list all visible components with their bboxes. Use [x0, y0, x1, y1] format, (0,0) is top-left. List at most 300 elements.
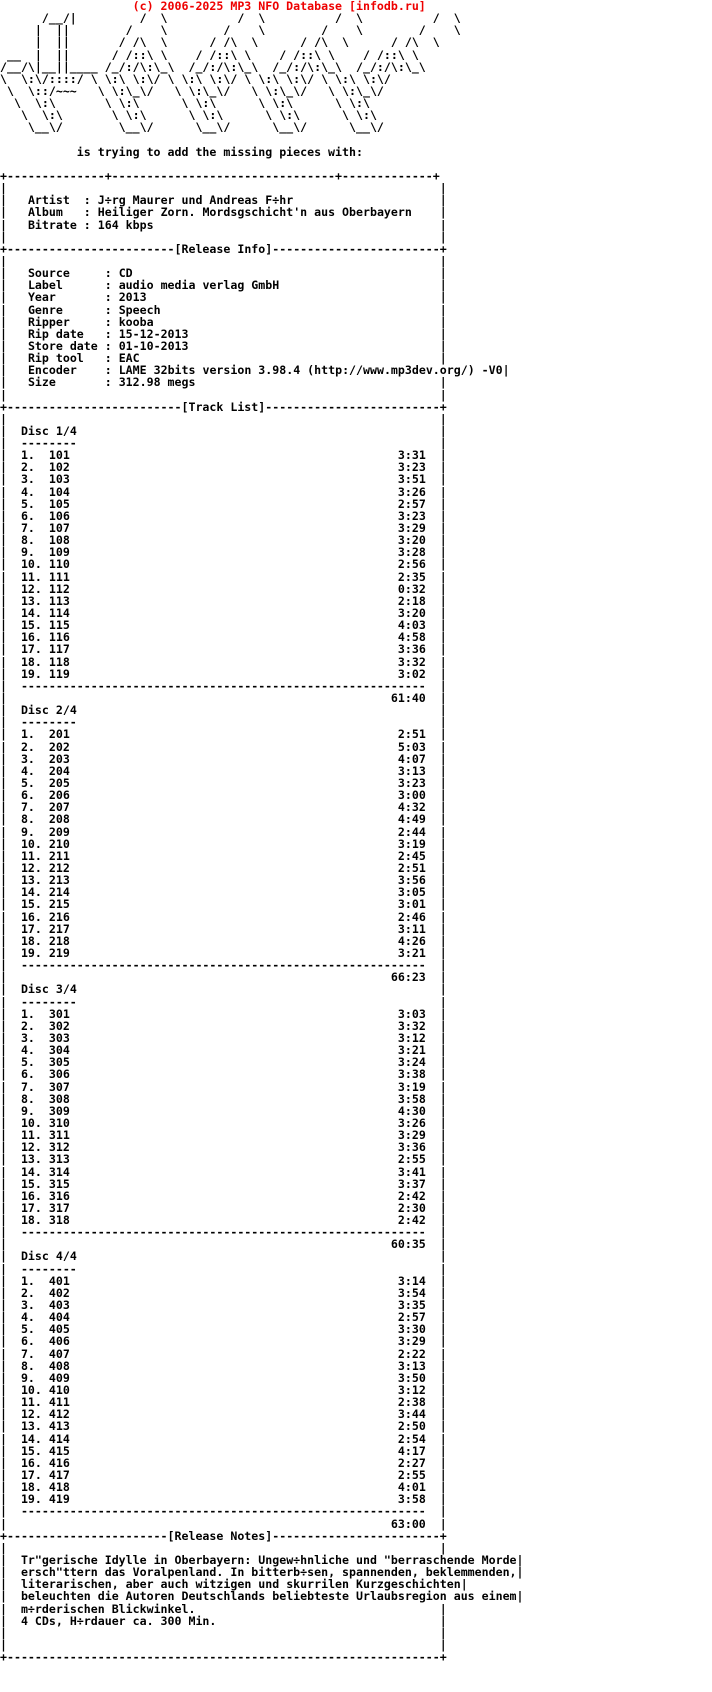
track-time: 2:51 — [397, 860, 426, 875]
track-row: | 15. 115 4:03 | — [0, 618, 447, 633]
track-title: 201 — [48, 727, 70, 742]
track-row: | 1. 101 3:31 | — [0, 448, 447, 463]
header-row: | Artist : J÷rg Maurer und Andreas F÷hr | — [0, 193, 447, 208]
track-row: | 5. 405 3:30 | — [0, 1322, 447, 1337]
track-title: 215 — [48, 897, 70, 912]
release-notes-text: m÷rderischen Blickwinkel. — [20, 1601, 196, 1616]
track-time: 3:28 — [397, 545, 426, 560]
track-number: 3. — [20, 472, 35, 487]
track-title: 411 — [48, 1395, 70, 1410]
track-time: 3:32 — [397, 1018, 426, 1033]
tagline-line — [0, 146, 712, 158]
track-row: | 13. 113 2:18 | — [0, 593, 447, 608]
track-time: 2:55 — [397, 1152, 426, 1167]
track-number: 18. — [20, 654, 42, 669]
track-time: 3:12 — [397, 1030, 426, 1045]
track-row: | 17. 417 2:55 | — [0, 1468, 447, 1483]
track-title: 202 — [48, 739, 70, 754]
track-number: 7. — [20, 1346, 35, 1361]
track-time: 2:51 — [397, 727, 426, 742]
logo-art-text: \ \:\/::::/ \ \:\ \:\/ \ \:\ \:\/ \ \:\ \:\/ \ \:\ \:\/ — [0, 71, 391, 86]
logo-art-row — [0, 121, 712, 133]
track-row: | 18. 418 4:01 | — [0, 1480, 447, 1495]
track-title: 414 — [48, 1431, 70, 1446]
track-time: 3:00 — [397, 788, 426, 803]
track-number: 11. — [20, 569, 42, 584]
logo-art-text: /__/| / \ / \ / \ / \ — [0, 11, 461, 26]
track-time: 2:55 — [397, 1468, 426, 1483]
track-row: | 17. 317 2:30 | — [0, 1200, 447, 1215]
track-title: 207 — [48, 800, 70, 815]
track-row: | 16. 316 2:42 | — [0, 1188, 447, 1203]
disc-title-underline: | -------- | — [0, 994, 447, 1009]
box-border: +--------------+--------------------------------+-------------+ — [0, 168, 440, 183]
track-row: | 6. 206 3:00 | — [0, 788, 447, 803]
track-title: 107 — [48, 521, 70, 536]
track-row: | 14. 414 2:54 | — [0, 1431, 447, 1446]
track-number: 16. — [20, 1455, 42, 1470]
track-title: 113 — [48, 593, 70, 608]
track-title: 218 — [48, 933, 70, 948]
track-number: 11. — [20, 848, 42, 863]
disc-title-row: | Disc 1/4 | — [0, 423, 447, 438]
release-info-row: | Rip tool : EAC | — [0, 351, 447, 366]
track-time: 2:18 — [397, 593, 426, 608]
track-time: 3:51 — [397, 472, 426, 487]
track-number: 16. — [20, 630, 42, 645]
release-info-row: | Label : audio media verlag GmbH | — [0, 278, 447, 293]
track-title: 108 — [48, 533, 70, 548]
track-time: 2:50 — [397, 1419, 426, 1434]
track-row: | 12. 412 3:44 | — [0, 1407, 447, 1422]
track-time: 2:27 — [397, 1455, 426, 1470]
box-border: +--------------------------------------------------------------+ — [0, 1650, 447, 1665]
logo-art-text: __ | || / /::\ \ / /::\ \ / /::\ \ / /::\ \ — [0, 47, 419, 62]
track-row: | 15. 415 4:17 | — [0, 1443, 447, 1458]
track-number: 3. — [20, 751, 35, 766]
track-title: 112 — [48, 581, 70, 596]
track-time: 3:05 — [397, 885, 426, 900]
track-row: | 19. 119 3:02 | — [0, 666, 447, 681]
track-number: 12. — [20, 581, 42, 596]
header-row: | Album : Heiliger Zorn. Mordsgschicht'n aus Oberbayern | — [0, 205, 447, 220]
track-number: 13. — [20, 1152, 42, 1167]
track-time: 3:44 — [397, 1407, 426, 1422]
header-bitrate-label: Bitrate — [27, 217, 77, 232]
release-info-value: kooba — [118, 314, 154, 329]
release-info-row: | Store date : 01-10-2013 | — [0, 338, 447, 353]
track-number: 15. — [20, 618, 42, 633]
track-title: 308 — [48, 1091, 70, 1106]
track-number: 13. — [20, 873, 42, 888]
track-number: 17. — [20, 642, 42, 657]
track-time: 3:13 — [397, 763, 426, 778]
release-info-row: | Year : 2013 | — [0, 290, 447, 305]
track-row: | 11. 311 3:29 | — [0, 1128, 447, 1143]
track-title: 313 — [48, 1152, 70, 1167]
track-time: 3:29 — [397, 1334, 426, 1349]
release-info-value: EAC — [118, 351, 140, 366]
track-title: 118 — [48, 654, 70, 669]
track-row: | 4. 404 2:57 | — [0, 1310, 447, 1325]
track-title: 417 — [48, 1468, 70, 1483]
track-row: | 1. 301 3:03 | — [0, 1006, 447, 1021]
release-notes-line: | m÷rderischen Blickwinkel. | — [0, 1601, 447, 1616]
track-row: | 12. 212 2:51 | — [0, 860, 447, 875]
track-number: 17. — [20, 921, 42, 936]
track-number: 8. — [20, 1358, 35, 1373]
track-time: 3:23 — [397, 508, 426, 523]
release-notes-line: | beleuchten die Autoren Deutschlands beliebteste Urlaubsregion aus einem| — [0, 1589, 524, 1604]
release-notes-text: 4 CDs, H÷rdauer ca. 300 Min. — [20, 1613, 217, 1628]
track-row: | 10. 110 2:56 | — [0, 557, 447, 572]
track-row: | 16. 416 2:27 | — [0, 1455, 447, 1470]
track-number: 14. — [20, 885, 42, 900]
track-title: 302 — [48, 1018, 70, 1033]
track-number: 18. — [20, 1213, 42, 1228]
track-number: 19. — [20, 945, 42, 960]
track-row: | 15. 215 3:01 | — [0, 897, 447, 912]
track-time: 2:54 — [397, 1431, 426, 1446]
track-row: | 6. 406 3:29 | — [0, 1334, 447, 1349]
box-blank: | | — [0, 253, 447, 268]
disc-total-row: | 63:00 | — [0, 1516, 447, 1531]
track-title: 105 — [48, 496, 70, 511]
track-row: | 6. 306 3:38 | — [0, 1067, 447, 1082]
track-number: 11. — [20, 1395, 42, 1410]
track-title: 117 — [48, 642, 70, 657]
track-number: 11. — [20, 1128, 42, 1143]
track-row: | 17. 217 3:11 | — [0, 921, 447, 936]
track-time: 4:26 — [397, 933, 426, 948]
track-title: 304 — [48, 1043, 70, 1058]
track-row: | 9. 309 4:30 | — [0, 1103, 447, 1118]
track-time: 3:30 — [397, 1322, 426, 1337]
release-info-label: Source — [27, 266, 70, 281]
track-row: | 14. 214 3:05 | — [0, 885, 447, 900]
release-info-value: 15-12-2013 — [118, 326, 189, 341]
track-title: 410 — [48, 1383, 70, 1398]
track-time: 2:46 — [397, 909, 426, 924]
release-info-row: | Rip date : 15-12-2013 | — [0, 326, 447, 341]
disc-total-row: | 60:35 | — [0, 1237, 447, 1252]
track-title: 217 — [48, 921, 70, 936]
track-row: | 2. 402 3:54 | — [0, 1285, 447, 1300]
track-title: 208 — [48, 812, 70, 827]
track-number: 18. — [20, 1480, 42, 1495]
track-title: 415 — [48, 1443, 70, 1458]
track-time: 3:21 — [397, 945, 426, 960]
release-info-label: Store date — [27, 338, 98, 353]
track-row: | 7. 107 3:29 | — [0, 521, 447, 536]
track-title: 406 — [48, 1334, 70, 1349]
track-time: 3:19 — [397, 1079, 426, 1094]
track-row: | 7. 207 4:32 | — [0, 800, 447, 815]
track-row: | 18. 318 2:42 | — [0, 1213, 447, 1228]
track-time: 4:30 — [397, 1103, 426, 1118]
track-number: 6. — [20, 508, 35, 523]
track-title: 309 — [48, 1103, 70, 1118]
logo-art-text: /__/\|__||____ /_/:/\:\_\ /_/:/\:\_\ /_/:/\:\_\ /_/:/\:\_\ — [0, 59, 426, 74]
release-info-label: Year — [27, 290, 56, 305]
track-title: 311 — [48, 1128, 70, 1143]
track-row: | 3. 303 3:12 | — [0, 1030, 447, 1045]
track-title: 409 — [48, 1370, 70, 1385]
release-notes-text: beleuchten die Autoren Deutschlands beliebteste Urlaubsregion aus einem — [20, 1589, 517, 1604]
track-title: 408 — [48, 1358, 70, 1373]
track-title: 203 — [48, 751, 70, 766]
track-title: 109 — [48, 545, 70, 560]
track-row: | 8. 108 3:20 | — [0, 533, 447, 548]
track-time: 2:22 — [397, 1346, 426, 1361]
track-number: 10. — [20, 557, 42, 572]
track-row: | 12. 312 3:36 | — [0, 1140, 447, 1155]
track-row: | 13. 413 2:50 | — [0, 1419, 447, 1434]
track-time: 3:36 — [397, 1140, 426, 1155]
track-title: 403 — [48, 1298, 70, 1313]
track-title: 110 — [48, 557, 70, 572]
track-number: 2. — [20, 1285, 35, 1300]
track-time: 3:50 — [397, 1370, 426, 1385]
track-title: 219 — [48, 945, 70, 960]
track-number: 14. — [20, 1164, 42, 1179]
disc-title: Disc 4/4 — [20, 1249, 77, 1264]
header-artist-label: Artist — [27, 193, 70, 208]
track-row: | 19. 219 3:21 | — [0, 945, 447, 960]
track-row: | 3. 203 4:07 | — [0, 751, 447, 766]
track-time: 3:24 — [397, 1055, 426, 1070]
release-info-value: 312.98 megs — [118, 375, 196, 390]
header-album: Heiliger Zorn. Mordsgschicht'n aus Oberbayern — [97, 205, 412, 220]
track-row: | 10. 310 3:26 | — [0, 1115, 447, 1130]
release-info-value: LAME 32bits version 3.98.4 (http://www.mp3dev.org/) -V0 — [118, 363, 503, 378]
disc-total-rule: | ---------------------------------------------------------- | — [0, 1504, 447, 1519]
release-info-label: Rip date — [27, 326, 84, 341]
track-time: 3:01 — [397, 897, 426, 912]
track-number: 1. — [20, 1006, 35, 1021]
track-title: 413 — [48, 1419, 70, 1434]
track-number: 19. — [20, 1492, 42, 1507]
track-number: 16. — [20, 1188, 42, 1203]
release-info-divider: +------------------------[Release Info]------------------------+ — [0, 241, 447, 256]
track-row: | 11. 211 2:45 | — [0, 848, 447, 863]
release-notes-line: | Tr"gerische Idylle in Oberbayern: Ungew÷hnliche und "berraschende Morde| — [0, 1553, 524, 1567]
track-row: | 4. 204 3:13 | — [0, 763, 447, 778]
track-number: 17. — [20, 1200, 42, 1215]
track-time: 2:30 — [397, 1200, 426, 1215]
track-number: 14. — [20, 1431, 42, 1446]
track-number: 2. — [20, 1018, 35, 1033]
track-row: | 4. 104 3:26 | — [0, 484, 447, 499]
track-number: 7. — [20, 800, 35, 815]
track-title: 213 — [48, 873, 70, 888]
track-time: 2:38 — [397, 1395, 426, 1410]
disc-title-underline: | -------- | — [0, 715, 447, 730]
track-time: 3:58 — [397, 1492, 426, 1507]
track-time: 3:20 — [397, 606, 426, 621]
header-artist: J÷rg Maurer und Andreas F÷hr — [97, 193, 294, 208]
track-title: 416 — [48, 1455, 70, 1470]
track-number: 9. — [20, 824, 35, 839]
track-time: 4:32 — [397, 800, 426, 815]
track-title: 211 — [48, 848, 70, 863]
track-title: 314 — [48, 1164, 70, 1179]
track-title: 315 — [48, 1176, 70, 1191]
track-time: 3:26 — [397, 484, 426, 499]
track-time: 4:58 — [397, 630, 426, 645]
track-number: 13. — [20, 1419, 42, 1434]
track-time: 3:29 — [397, 521, 426, 536]
track-title: 310 — [48, 1115, 70, 1130]
release-info-row: | Encoder : LAME 32bits version 3.98.4 (http://www.mp3dev.org/) -V0| — [0, 363, 510, 378]
track-time: 3:58 — [397, 1091, 426, 1106]
release-notes-line: | 4 CDs, H÷rdauer ca. 300 Min. | — [0, 1613, 447, 1628]
release-notes-line: | ersch"ttern das Voralpenland. In bitterb÷sen, spannenden, beklemmenden,| — [0, 1565, 524, 1580]
track-time: 3:32 — [397, 654, 426, 669]
track-number: 7. — [20, 521, 35, 536]
track-number: 10. — [20, 836, 42, 851]
track-row: | 5. 105 2:57 | — [0, 496, 447, 511]
track-row: | 13. 313 2:55 | — [0, 1152, 447, 1167]
track-row: | 3. 103 3:51 | — [0, 472, 447, 487]
track-title: 103 — [48, 472, 70, 487]
track-number: 9. — [20, 545, 35, 560]
disc-total-time: 61:40 — [390, 691, 426, 706]
track-number: 8. — [20, 533, 35, 548]
track-time: 2:44 — [397, 824, 426, 839]
box-blank: | | — [0, 1540, 447, 1555]
track-number: 1. — [20, 727, 35, 742]
track-time: 4:49 — [397, 812, 426, 827]
track-time: 3:19 — [397, 836, 426, 851]
logo-art-text: | || / /\ \ / /\ \ / /\ \ / /\ \ — [0, 35, 440, 50]
disc-title: Disc 2/4 — [20, 703, 77, 718]
track-number: 5. — [20, 776, 35, 790]
track-time: 3:23 — [397, 460, 426, 475]
release-info-row: | Genre : Speech | — [0, 302, 447, 317]
disc-title-underline: | -------- | — [0, 1261, 447, 1276]
logo-art-text: | || / \ / \ / \ / \ — [0, 23, 461, 38]
release-notes-text: ersch"ttern das Voralpenland. In bitterb÷sen, spannenden, beklemmenden, — [20, 1565, 517, 1580]
track-time: 3:41 — [397, 1164, 426, 1179]
track-row: | 11. 411 2:38 | — [0, 1395, 447, 1410]
track-title: 418 — [48, 1480, 70, 1495]
track-title: 318 — [48, 1213, 70, 1228]
track-number: 18. — [20, 933, 42, 948]
track-number: 2. — [20, 460, 35, 475]
track-title: 206 — [48, 788, 70, 803]
track-title: 407 — [48, 1346, 70, 1361]
track-row: | 7. 407 2:22 | — [0, 1346, 447, 1361]
track-number: 4. — [20, 1043, 35, 1058]
credit-text: (c) 2006-2025 MP3 NFO Database [infodb.ru] — [132, 0, 426, 13]
track-time: 4:01 — [397, 1480, 426, 1495]
track-time: 2:56 — [397, 557, 426, 572]
track-time: 4:07 — [397, 751, 426, 766]
track-list-divider-title: [Track List] — [181, 399, 266, 414]
track-row: | 1. 401 3:14 | — [0, 1273, 447, 1288]
release-info-value: CD — [118, 266, 133, 281]
track-title: 404 — [48, 1310, 70, 1325]
disc-title-row: | Disc 4/4 | — [0, 1249, 447, 1264]
track-number: 3. — [20, 1030, 35, 1045]
track-time: 3:03 — [397, 1006, 426, 1021]
track-number: 4. — [20, 763, 35, 778]
track-number: 12. — [20, 860, 42, 875]
release-info-value: 01-10-2013 — [118, 338, 189, 353]
track-title: 317 — [48, 1200, 70, 1215]
track-number: 15. — [20, 897, 42, 912]
track-row: | 4. 304 3:21 | — [0, 1043, 447, 1058]
track-row: | 18. 218 4:26 | — [0, 933, 447, 948]
release-info-value: Speech — [118, 302, 161, 317]
track-time: 2:45 — [397, 848, 426, 863]
disc-title: Disc 1/4 — [20, 423, 77, 438]
track-number: 6. — [20, 1067, 35, 1082]
disc-title: Disc 3/4 — [20, 982, 77, 997]
track-title: 102 — [48, 460, 70, 475]
track-title: 405 — [48, 1322, 70, 1337]
track-time: 3:29 — [397, 1128, 426, 1143]
track-number: 16. — [20, 909, 42, 924]
release-notes-line: | literarischen, aber auch witzigen und skurrilen Kurzgeschichten| — [0, 1577, 468, 1592]
release-info-label: Genre — [27, 302, 63, 317]
track-title: 419 — [48, 1492, 70, 1507]
track-title: 104 — [48, 484, 70, 499]
box-blank: | | — [0, 1637, 447, 1652]
track-title: 305 — [48, 1055, 70, 1070]
track-number: 6. — [20, 1334, 35, 1349]
track-time: 2:42 — [397, 1188, 426, 1203]
track-row: | 14. 114 3:20 | — [0, 606, 447, 621]
disc-total-time: 66:23 — [390, 970, 426, 985]
disc-total-time: 63:00 — [390, 1516, 426, 1531]
header-bitrate: 164 kbps — [97, 217, 154, 232]
track-number: 10. — [20, 1383, 42, 1398]
track-number: 12. — [20, 1140, 42, 1155]
track-title: 303 — [48, 1030, 70, 1045]
track-number: 14. — [20, 606, 42, 621]
release-info-value: 2013 — [118, 290, 147, 305]
release-info-label: Ripper — [27, 314, 70, 329]
track-row: | 9. 409 3:50 | — [0, 1370, 447, 1385]
disc-total-row: | 66:23 | — [0, 970, 447, 985]
track-row: | 16. 116 4:58 | — [0, 630, 447, 645]
track-time: 3:37 — [397, 1176, 426, 1191]
track-time: 3:26 — [397, 1115, 426, 1130]
track-row: | 14. 314 3:41 | — [0, 1164, 447, 1179]
release-info-row: | Ripper : kooba | — [0, 314, 447, 329]
track-time: 0:32 — [397, 581, 426, 596]
disc-total-rule: | ---------------------------------------------------------- | — [0, 1225, 447, 1240]
track-title: 212 — [48, 860, 70, 875]
track-row: | 15. 315 3:37 | — [0, 1176, 447, 1191]
box-blank: | | — [0, 181, 447, 196]
track-title: 301 — [48, 1006, 70, 1021]
track-title: 209 — [48, 824, 70, 839]
logo-art-text: \ \:\ \ \:\ \ \:\ \ \:\ \ \:\ — [0, 108, 377, 123]
box-blank: | | — [0, 411, 447, 426]
logo-art-text: \ \::/~~~ \ \:\_\/ \ \:\_\/ \ \:\_\/ \ \:\_\/ — [0, 83, 384, 98]
track-number: 15. — [20, 1176, 42, 1191]
track-row: | 18. 118 3:32 | — [0, 654, 447, 669]
disc-title-underline: | -------- | — [0, 436, 447, 451]
release-info-value: audio media verlag GmbH — [118, 278, 280, 293]
track-row: | 16. 216 2:46 | — [0, 909, 447, 924]
disc-total-row: | 61:40 | — [0, 691, 447, 706]
track-number: 6. — [20, 788, 35, 803]
track-title: 204 — [48, 763, 70, 778]
